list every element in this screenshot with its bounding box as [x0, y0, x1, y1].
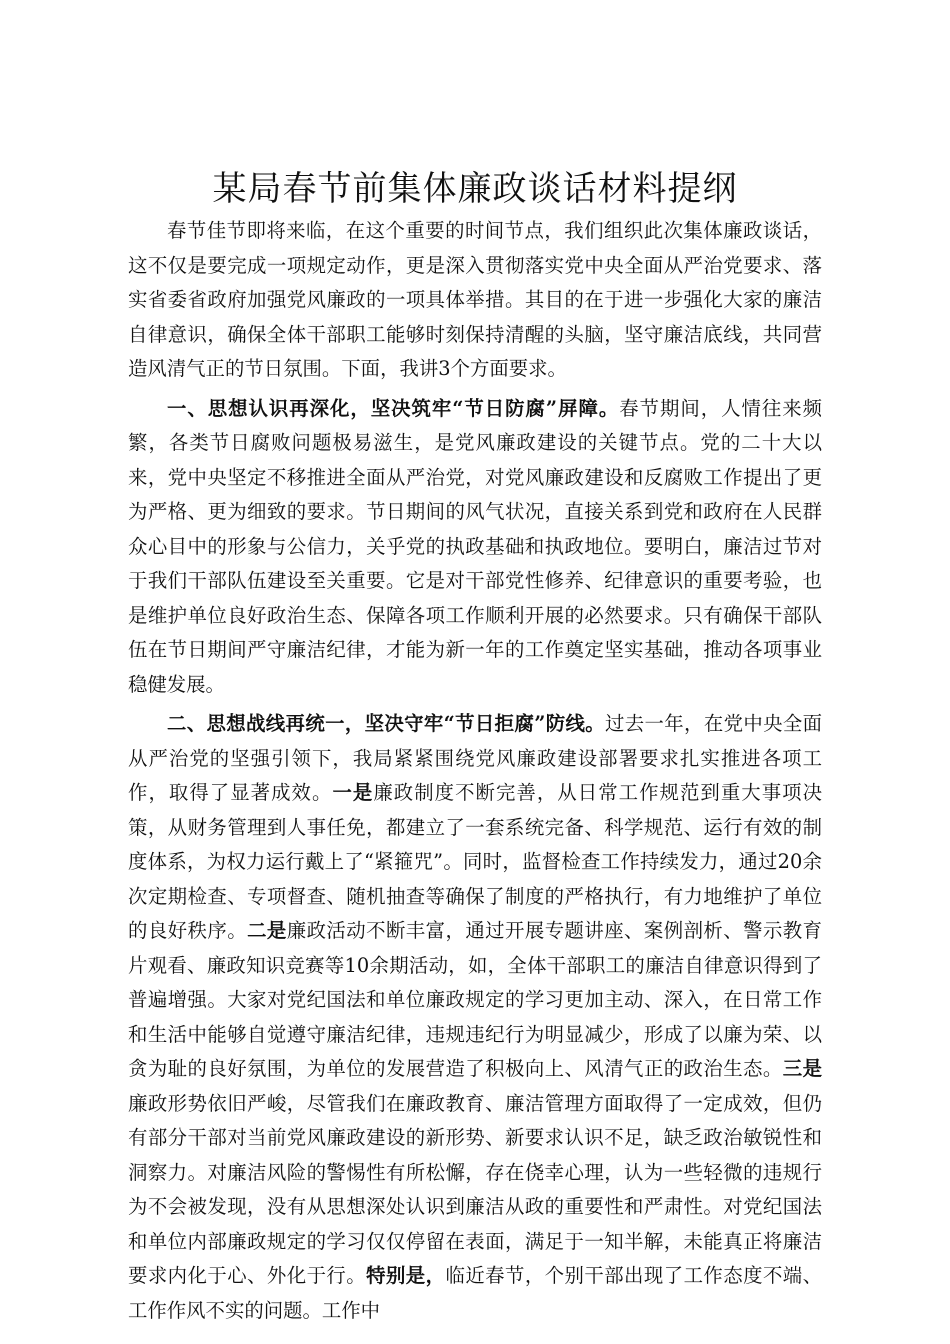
point-2-label: 二是: [247, 919, 287, 942]
section-1-heading: 一、思想认识再深化，坚决筑牢“节日防腐”屏障。: [167, 396, 620, 420]
section-2-paragraph: [128, 707, 822, 1328]
special-label: 特别是，: [366, 1264, 446, 1287]
section-1-paragraph: [128, 392, 822, 703]
special-text: 临近春节，个别干部出现了工作态度不端、工作作风不实的问题。工作中: [128, 1264, 823, 1322]
section-2-heading: 二、思想战线再统一，坚决守牢“节日拒腐”防线。: [167, 712, 606, 735]
point-2-text: 廉政活动不断丰富，通过开展专题讲座、案例剖析、警示教育片观看、廉政知识竞赛等10余期活动，如，全体干部职工的廉洁自律意识得到了普遍增强。大家对党纪国法和单位廉政规定的学习更加主动、深入，在日常工作和生活中能够自觉遵守廉洁纪律，违规违纪行为明显减少，形成了以廉为荣、以贪为耻的良好氛围，为单位的发展营造了积极向上、风清气正的政治生态。: [128, 919, 823, 1080]
section-1-body: 春节期间，人情往来频繁，各类节日腐败问题极易滋生，是党风廉政建设的关键节点。党的二十大以来，党中央坚定不移推进全面从严治党，对党风廉政建设和反腐败工作提出了更为严格、更为细致的要求。节日期间的风气状况，直接关系到党和政府在人民群众心目中的形象与公信力，关乎党的执政基础和执政地位。要明白，廉洁过节对于我们干部队伍建设至关重要。它是对干部党性修养、纪律意识的重要考验，也是维护单位良好政治生态、保障各项工作顺利开展的必然要求。只有确保干部队伍在节日期间严守廉洁纪律，才能为新一年的工作奠定坚实基础，推动各项事业稳健发展。: [128, 396, 823, 696]
intro-paragraph: 春节佳节即将来临，在这个重要的时间节点，我们组织此次集体廉政谈话，这不仅是要完成一项规定动作，更是深入贯彻落实党中央全面从严治党要求、落实省委省政府加强党风廉政的一项具体举措。其目的在于进一步强化大家的廉洁自律意识，确保全体干部职工能够时刻保持清醒的头脑，坚守廉洁底线，共同营造风清气正的节日氛围。下面，我讲3个方面要求。: [128, 219, 822, 380]
point-1-text: 廉政制度不断完善，从日常工作规范到重大事项决策，从财务管理到人事任免，都建立了一套系统完备、科学规范、运行有效的制度体系，为权力运行戴上了“紧箍咒”。同时，监督检查工作持续发力，通过20余次定期检查、专项督查、随机抽查等确保了制度的严格执行，有力地维护了单位的良好秩序。: [128, 781, 823, 942]
point-3-text: 廉政形势依旧严峻，尽管我们在廉政教育、廉洁管理方面取得了一定成效，但仍有部分干部对当前党风廉政建设的新形势、新要求认识不足，缺乏政治敏锐性和洞察力。对廉洁风险的警惕性有所松懈，存在侥幸心理，认为一些轻微的违规行为不会被发现，没有从思想深处认识到廉洁从政的重要性和严肃性。对党纪国法和单位内部廉政规定的学习仅仅停留在表面，满足于一知半解，未能真正将廉洁要求内化于心、外化于行。: [128, 1091, 822, 1287]
section-2-intro: 过去一年，在党中央全面从严治党的坚强引领下，我局紧紧围绕党风廉政建设部署要求扎实推进各项工作，取得了显著成效。: [128, 712, 823, 804]
document-title: 某局春节前集体廉政谈话材料提纲: [212, 169, 738, 209]
point-1-label: 一是: [332, 781, 374, 804]
document-body: [128, 214, 822, 1333]
point-3-label: 三是: [782, 1057, 823, 1080]
